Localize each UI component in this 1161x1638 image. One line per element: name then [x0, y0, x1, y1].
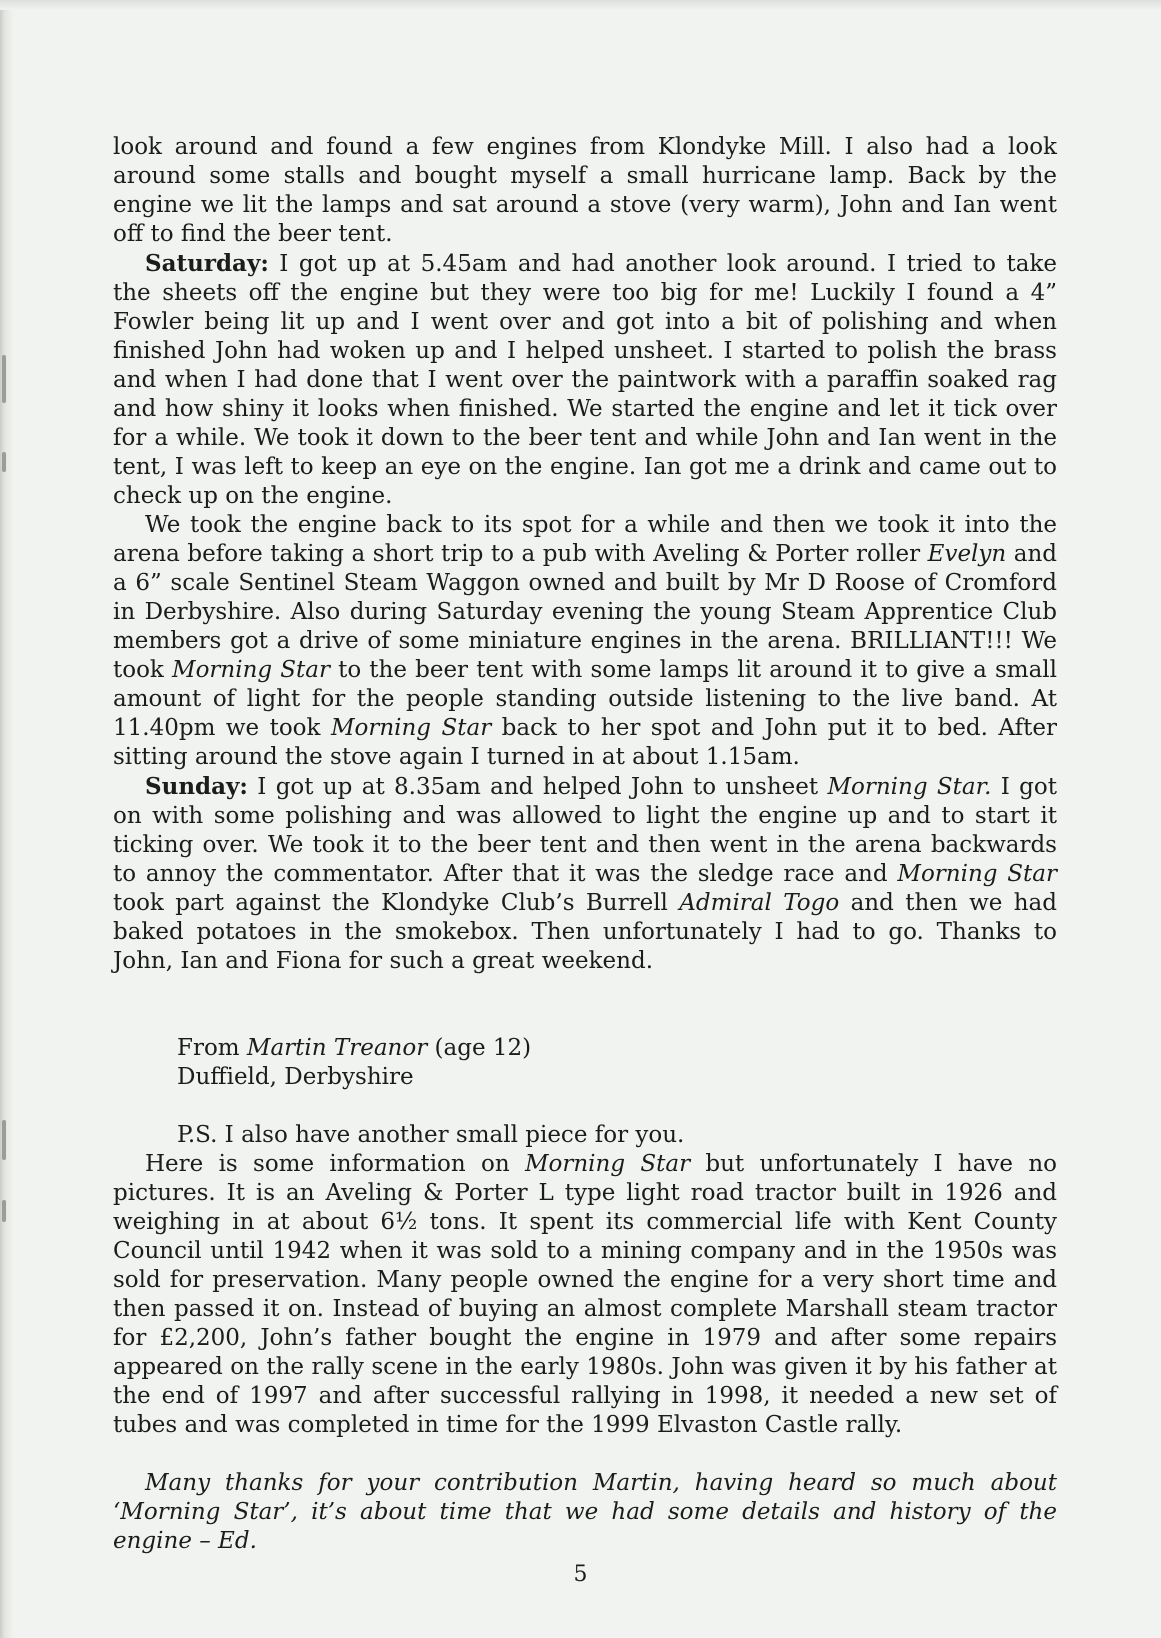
page-binding-edge [0, 0, 14, 1638]
paragraph-saturday [113, 249, 1057, 511]
engine-name-admiral-togo: Admiral Togo [679, 890, 840, 916]
saturday-text: I got up at 5.45am and had another look around. I tried to take the sheets off the engine but they were too big for me! Luckily I found a 4” Fowler being lit up and I went over and got into a bit of polishing and when finished John had woken up and I helped unsheet. I started to polish the brass and when I had done that I went over the paintwork with a paraffin soaked rag and how shiny it looks when finished. We started the engine and let it tick over for a while. We took it down to the beer tent and while John and Ian went in the tent, I was left to keep an eye on the engine. Ian got me a drink and came out to check up on the engine. [113, 251, 1057, 509]
text-run: to the beer tent with some lamps lit around it to give a small amount of light for the people standing outside listening to the live band. At 11.40pm we took [113, 657, 1057, 741]
author-age: (age 12) [427, 1035, 532, 1061]
binding-mark [2, 452, 6, 472]
engine-name-evelyn: Evelyn [927, 541, 1007, 567]
editor-note: Many thanks for your contribution Martin, having heard so much about ‘Morning Star’, it’s about time that we had some details and history of the engine – Ed. [113, 1470, 1057, 1554]
engine-name-morning-star: Morning Star [330, 715, 492, 741]
text-run: back to her spot and John put it to bed. After sitting around the stove again I turned in at about 1.15am. [113, 715, 1057, 770]
spacer [113, 976, 1057, 1034]
paragraph-saturday-evening [113, 511, 1057, 772]
engine-name-morning-star: Morning Star [172, 657, 330, 683]
binding-mark [2, 355, 6, 403]
text-run: Here is some information on [145, 1151, 525, 1177]
text-run: took part against the Klondyke Club’s Burrell [113, 890, 680, 916]
engine-name-morning-star: Morning Star. [827, 774, 992, 800]
signature-location: Duffield, Derbyshire [177, 1064, 414, 1090]
signature-from [113, 1034, 1057, 1063]
article-body [113, 133, 1057, 1556]
page-number: 5 [573, 1562, 588, 1587]
postscript-line: P.S. I also have another small piece for you. [177, 1122, 685, 1148]
paragraph-sunday [113, 772, 1057, 976]
author-name: Martin Treanor [246, 1035, 428, 1061]
sunday-heading: Sunday: [145, 773, 248, 800]
text-run: I got up at 8.35am and helped John to unsheet [247, 774, 828, 800]
page-top-shade [0, 0, 1161, 10]
binding-mark [2, 1200, 6, 1222]
paragraph-engine-history [113, 1150, 1057, 1440]
engine-name-morning-star: Morning Star [897, 861, 1057, 887]
spacer [113, 1092, 1057, 1121]
paragraph-continuation: look around and found a few engines from Klondyke Mill. I also had a look around some stalls and bought myself a small hurricane lamp. Back by the engine we lit the lamps and sat around a stove (very warm), John and Ian went off to find the beer tent. [113, 134, 1057, 247]
saturday-heading: Saturday: [145, 250, 269, 277]
text-run: I got on with some polishing and was allowed to light the engine up and to start it ticking over. We took it to the beer tent and then went in the arena backwards to annoy the commentator. After that it was the sledge race and [113, 774, 1057, 887]
binding-mark [2, 1120, 6, 1160]
text-run: We took the engine back to its spot for a while and then we took it into the arena before taking a short trip to a pub with Aveling & Porter roller [113, 512, 1057, 567]
spacer [113, 1440, 1057, 1469]
text-run: and then we had baked potatoes in the smokebox. Then unfortunately I had to go. Thanks to John, Ian and Fiona for such a great weekend. [113, 890, 1057, 974]
text-run: but unfortunately I have no pictures. It is an Aveling & Porter L type light road tractor built in 1926 and weighing in at about 6½ tons. It spent its commercial life with Kent County Council until 1942 when it was sold to a mining company and in the 1950s was sold for preservation. Many people owned the engine for a very short time and then passed it on. Instead of buying an almost complete Marshall steam tractor for £2,200, John’s father bought the engine in 1979 and after some repairs appeared on the rally scene in the early 1980s. John was given it by his father at the end of 1997 and after successful rallying in 1998, it needed a new set of tubes and was completed in time for the 1999 Elvaston Castle rally. [113, 1151, 1057, 1438]
text-run: From [177, 1035, 247, 1061]
engine-name-morning-star: Morning Star [524, 1151, 691, 1177]
text-run: and a 6” scale Sentinel Steam Waggon owned and built by Mr D Roose of Cromford in Derbyshire. Also during Saturday evening the young Steam Apprentice Club members got a drive of some miniature engines in the arena. BRILLIANT!!! We took [113, 541, 1057, 683]
